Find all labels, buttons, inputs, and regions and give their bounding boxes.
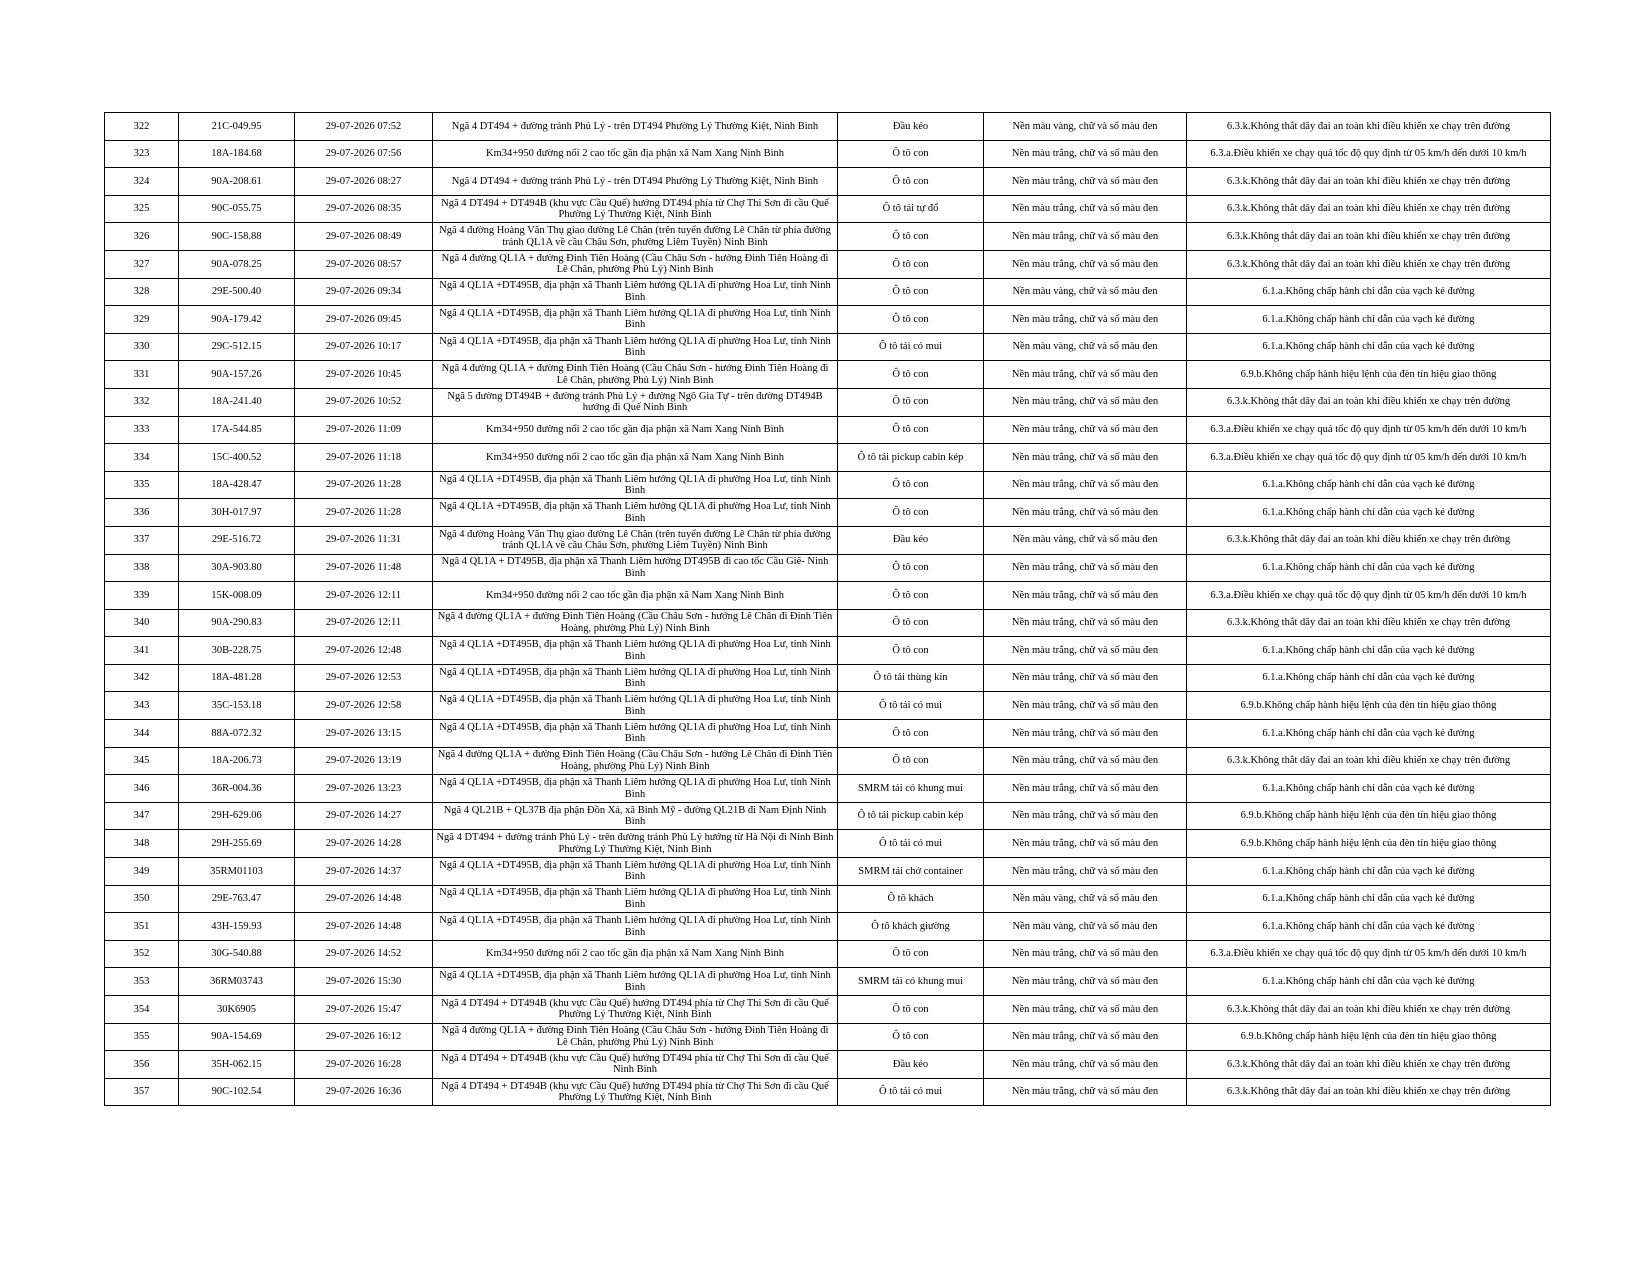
- location-cell: Ngã 4 QL21B + QL37B địa phận Đồn Xá, xã Bình Mỹ - đường QL21B đi Nam Định Ninh Bình: [433, 802, 838, 830]
- vehicle-type-cell: SMRM tải chở container: [838, 858, 984, 886]
- location-cell: Km34+950 đường nối 2 cao tốc gần địa phận xã Nam Xang Ninh Bình: [433, 940, 838, 968]
- location-cell: Ngã 4 DT494 + DT494B (khu vực Cầu Quế) hướng DT494 phía từ Chợ Thi Sơn đi cầu Quế Phường Lý Thường Kiệt, Ninh Bình: [433, 996, 838, 1024]
- row-number-cell: 353: [105, 968, 179, 996]
- license-plate-cell: 29E-516.72: [179, 526, 295, 554]
- table-row: [105, 858, 1551, 886]
- location-cell: Ngã 4 QL1A +DT495B, địa phận xã Thanh Liêm hướng QL1A đi phường Hoa Lư, tỉnh Ninh Bình: [433, 499, 838, 527]
- vehicle-type-cell: Ô tô con: [838, 499, 984, 527]
- table-row: [105, 996, 1551, 1024]
- location-cell: Ngã 4 đường Hoàng Văn Thụ giao đường Lê Chân (trên tuyến đường Lê Chân từ phía đường tránh QL1A về cầu Châu Sơn, phường Liêm Tuyền) Ninh Bình: [433, 526, 838, 554]
- violation-cell: 6.9.b.Không chấp hành hiệu lệnh của đèn tín hiệu giao thông: [1187, 830, 1551, 858]
- row-number-cell: 322: [105, 113, 179, 141]
- violation-cell: 6.9.b.Không chấp hành hiệu lệnh của đèn tín hiệu giao thông: [1187, 692, 1551, 720]
- plate-color-cell: Nền màu trắng, chữ và số màu đen: [984, 637, 1187, 665]
- violation-cell: 6.3.k.Không thắt dây đai an toàn khi điều khiển xe chạy trên đường: [1187, 609, 1551, 637]
- plate-color-cell: Nền màu vàng, chữ và số màu đen: [984, 113, 1187, 141]
- plate-color-cell: Nền màu trắng, chữ và số màu đen: [984, 499, 1187, 527]
- plate-color-cell: Nền màu trắng, chữ và số màu đen: [984, 444, 1187, 472]
- plate-color-cell: Nền màu trắng, chữ và số màu đen: [984, 996, 1187, 1024]
- violation-cell: 6.1.a.Không chấp hành chỉ dẫn của vạch kẻ đường: [1187, 554, 1551, 582]
- location-cell: Ngã 5 đường DT494B + đường tránh Phủ Lý + đường Ngô Gia Tự - trên đường DT494B hướng đi Quế Ninh Bình: [433, 388, 838, 416]
- violation-time-cell: 29-07-2026 11:28: [295, 471, 433, 499]
- violation-cell: 6.3.k.Không thắt dây đai an toàn khi điều khiển xe chạy trên đường: [1187, 996, 1551, 1024]
- vehicle-type-cell: Ô tô con: [838, 223, 984, 251]
- table-row: [105, 499, 1551, 527]
- violation-cell: 6.9.b.Không chấp hành hiệu lệnh của đèn tín hiệu giao thông: [1187, 1023, 1551, 1051]
- violation-cell: 6.1.a.Không chấp hành chỉ dẫn của vạch kẻ đường: [1187, 720, 1551, 748]
- vehicle-type-cell: Đầu kéo: [838, 526, 984, 554]
- violation-cell: 6.1.a.Không chấp hành chỉ dẫn của vạch kẻ đường: [1187, 858, 1551, 886]
- row-number-cell: 324: [105, 168, 179, 196]
- violation-time-cell: 29-07-2026 09:34: [295, 278, 433, 306]
- vehicle-type-cell: Ô tô con: [838, 720, 984, 748]
- violation-cell: 6.1.a.Không chấp hành chỉ dẫn của vạch kẻ đường: [1187, 306, 1551, 334]
- license-plate-cell: 90C-158.88: [179, 223, 295, 251]
- license-plate-cell: 90A-078.25: [179, 250, 295, 278]
- vehicle-type-cell: Ô tô con: [838, 416, 984, 444]
- table-row: [105, 361, 1551, 389]
- violation-time-cell: 29-07-2026 14:48: [295, 885, 433, 913]
- location-cell: Ngã 4 DT494 + đường tránh Phủ Lý - trên DT494 Phường Lý Thường Kiệt, Ninh Bình: [433, 168, 838, 196]
- violation-time-cell: 29-07-2026 08:49: [295, 223, 433, 251]
- plate-color-cell: Nền màu vàng, chữ và số màu đen: [984, 526, 1187, 554]
- row-number-cell: 338: [105, 554, 179, 582]
- violation-time-cell: 29-07-2026 11:48: [295, 554, 433, 582]
- vehicle-type-cell: Ô tô con: [838, 250, 984, 278]
- vehicle-type-cell: Đầu kéo: [838, 113, 984, 141]
- location-cell: Ngã 4 QL1A + DT495B, địa phận xã Thanh Liêm hướng DT495B đi cao tốc Cầu Giẽ- Ninh Bình: [433, 554, 838, 582]
- license-plate-cell: 36R-004.36: [179, 775, 295, 803]
- license-plate-cell: 90A-154.69: [179, 1023, 295, 1051]
- plate-color-cell: Nền màu trắng, chữ và số màu đen: [984, 388, 1187, 416]
- location-cell: Ngã 4 DT494 + đường tránh Phủ Lý - trên đường tránh Phủ Lý hướng từ Hà Nội đi Ninh Bình Phường Lý Thường Kiệt, Ninh Bình: [433, 830, 838, 858]
- vehicle-type-cell: Ô tô tải có mui: [838, 333, 984, 361]
- violation-time-cell: 29-07-2026 11:09: [295, 416, 433, 444]
- vehicle-type-cell: Ô tô tải có mui: [838, 1078, 984, 1106]
- location-cell: Ngã 4 đường QL1A + đường Đinh Tiên Hoàng (Cầu Châu Sơn - hướng Đinh Tiên Hoàng đi Lê Chân, phường Phủ Lý) Ninh Bình: [433, 250, 838, 278]
- location-cell: Ngã 4 QL1A +DT495B, địa phận xã Thanh Liêm hướng QL1A đi phường Hoa Lư, tỉnh Ninh Bình: [433, 913, 838, 941]
- violation-cell: 6.3.a.Điều khiển xe chạy quá tốc độ quy định từ 05 km/h đến dưới 10 km/h: [1187, 444, 1551, 472]
- table-row: [105, 830, 1551, 858]
- plate-color-cell: Nền màu trắng, chữ và số màu đen: [984, 306, 1187, 334]
- plate-color-cell: Nền màu trắng, chữ và số màu đen: [984, 361, 1187, 389]
- vehicle-type-cell: Ô tô con: [838, 388, 984, 416]
- row-number-cell: 323: [105, 140, 179, 168]
- license-plate-cell: 90A-208.61: [179, 168, 295, 196]
- row-number-cell: 328: [105, 278, 179, 306]
- row-number-cell: 327: [105, 250, 179, 278]
- vehicle-type-cell: Ô tô khách giường: [838, 913, 984, 941]
- row-number-cell: 342: [105, 664, 179, 692]
- vehicle-type-cell: Ô tô khách: [838, 885, 984, 913]
- table-row: [105, 775, 1551, 803]
- license-plate-cell: 88A-072.32: [179, 720, 295, 748]
- violation-cell: 6.1.a.Không chấp hành chỉ dẫn của vạch kẻ đường: [1187, 637, 1551, 665]
- plate-color-cell: Nền màu trắng, chữ và số màu đen: [984, 250, 1187, 278]
- vehicle-type-cell: Ô tô con: [838, 940, 984, 968]
- location-cell: Ngã 4 QL1A +DT495B, địa phận xã Thanh Liêm hướng QL1A đi phường Hoa Lư, tỉnh Ninh Bình: [433, 858, 838, 886]
- plate-color-cell: Nền màu trắng, chữ và số màu đen: [984, 223, 1187, 251]
- vehicle-type-cell: Ô tô con: [838, 554, 984, 582]
- location-cell: Ngã 4 DT494 + đường tránh Phủ Lý - trên DT494 Phường Lý Thường Kiệt, Ninh Bình: [433, 113, 838, 141]
- vehicle-type-cell: Ô tô tải có mui: [838, 692, 984, 720]
- table-row: [105, 1078, 1551, 1106]
- violation-time-cell: 29-07-2026 07:52: [295, 113, 433, 141]
- vehicle-type-cell: Ô tô con: [838, 1023, 984, 1051]
- violation-time-cell: 29-07-2026 13:15: [295, 720, 433, 748]
- row-number-cell: 333: [105, 416, 179, 444]
- license-plate-cell: 17A-544.85: [179, 416, 295, 444]
- violation-cell: 6.1.a.Không chấp hành chỉ dẫn của vạch kẻ đường: [1187, 775, 1551, 803]
- violation-cell: 6.1.a.Không chấp hành chỉ dẫn của vạch kẻ đường: [1187, 278, 1551, 306]
- license-plate-cell: 29E-763.47: [179, 885, 295, 913]
- license-plate-cell: 30B-228.75: [179, 637, 295, 665]
- table-row: [105, 278, 1551, 306]
- vehicle-type-cell: Ô tô tải thùng kín: [838, 664, 984, 692]
- violation-time-cell: 29-07-2026 14:48: [295, 913, 433, 941]
- table-row: [105, 637, 1551, 665]
- violation-time-cell: 29-07-2026 12:11: [295, 582, 433, 610]
- table-row: [105, 720, 1551, 748]
- table-row: [105, 609, 1551, 637]
- license-plate-cell: 36RM03743: [179, 968, 295, 996]
- violation-cell: 6.1.a.Không chấp hành chỉ dẫn của vạch kẻ đường: [1187, 471, 1551, 499]
- vehicle-type-cell: Ô tô con: [838, 140, 984, 168]
- location-cell: Ngã 4 QL1A +DT495B, địa phận xã Thanh Liêm hướng QL1A đi phường Hoa Lư, tỉnh Ninh Bình: [433, 637, 838, 665]
- location-cell: Ngã 4 đường QL1A + đường Đinh Tiên Hoàng (Cầu Châu Sơn - hướng Lê Chân đi Đinh Tiên Hoàng, phường Phủ Lý) Ninh Bình: [433, 747, 838, 775]
- violation-time-cell: 29-07-2026 13:23: [295, 775, 433, 803]
- violation-cell: 6.3.k.Không thắt dây đai an toàn khi điều khiển xe chạy trên đường: [1187, 223, 1551, 251]
- violation-time-cell: 29-07-2026 16:12: [295, 1023, 433, 1051]
- violation-time-cell: 29-07-2026 10:52: [295, 388, 433, 416]
- document-page: [104, 112, 1550, 1106]
- location-cell: Ngã 4 QL1A +DT495B, địa phận xã Thanh Liêm hướng QL1A đi phường Hoa Lư, tỉnh Ninh Bình: [433, 968, 838, 996]
- license-plate-cell: 18A-428.47: [179, 471, 295, 499]
- violation-cell: 6.9.b.Không chấp hành hiệu lệnh của đèn tín hiệu giao thông: [1187, 361, 1551, 389]
- license-plate-cell: 29C-512.15: [179, 333, 295, 361]
- license-plate-cell: 90C-055.75: [179, 195, 295, 223]
- violation-cell: 6.3.k.Không thắt dây đai an toàn khi điều khiển xe chạy trên đường: [1187, 526, 1551, 554]
- plate-color-cell: Nền màu trắng, chữ và số màu đen: [984, 416, 1187, 444]
- table-row: [105, 747, 1551, 775]
- plate-color-cell: Nền màu trắng, chữ và số màu đen: [984, 554, 1187, 582]
- table-row: [105, 250, 1551, 278]
- row-number-cell: 325: [105, 195, 179, 223]
- plate-color-cell: Nền màu trắng, chữ và số màu đen: [984, 582, 1187, 610]
- violation-cell: 6.3.k.Không thắt dây đai an toàn khi điều khiển xe chạy trên đường: [1187, 113, 1551, 141]
- vehicle-type-cell: Ô tô con: [838, 278, 984, 306]
- row-number-cell: 356: [105, 1051, 179, 1079]
- vehicle-type-cell: Ô tô con: [838, 996, 984, 1024]
- row-number-cell: 344: [105, 720, 179, 748]
- location-cell: Ngã 4 QL1A +DT495B, địa phận xã Thanh Liêm hướng QL1A đi phường Hoa Lư, tỉnh Ninh Bình: [433, 692, 838, 720]
- license-plate-cell: 35H-062.15: [179, 1051, 295, 1079]
- table-row: [105, 885, 1551, 913]
- violation-time-cell: 29-07-2026 08:57: [295, 250, 433, 278]
- row-number-cell: 346: [105, 775, 179, 803]
- row-number-cell: 348: [105, 830, 179, 858]
- row-number-cell: 349: [105, 858, 179, 886]
- license-plate-cell: 15K-008.09: [179, 582, 295, 610]
- violation-time-cell: 29-07-2026 14:52: [295, 940, 433, 968]
- violation-time-cell: 29-07-2026 16:36: [295, 1078, 433, 1106]
- vehicle-type-cell: Ô tô con: [838, 168, 984, 196]
- plate-color-cell: Nền màu trắng, chữ và số màu đen: [984, 1051, 1187, 1079]
- table-row: [105, 664, 1551, 692]
- vehicle-type-cell: Ô tô tải có mui: [838, 830, 984, 858]
- vehicle-type-cell: Ô tô con: [838, 609, 984, 637]
- violation-cell: 6.3.k.Không thắt dây đai an toàn khi điều khiển xe chạy trên đường: [1187, 388, 1551, 416]
- table-row: [105, 195, 1551, 223]
- violations-table: [104, 112, 1551, 1106]
- violation-cell: 6.3.k.Không thắt dây đai an toàn khi điều khiển xe chạy trên đường: [1187, 250, 1551, 278]
- table-row: [105, 333, 1551, 361]
- plate-color-cell: Nền màu trắng, chữ và số màu đen: [984, 830, 1187, 858]
- table-row: [105, 692, 1551, 720]
- row-number-cell: 326: [105, 223, 179, 251]
- location-cell: Ngã 4 QL1A +DT495B, địa phận xã Thanh Liêm hướng QL1A đi phường Hoa Lư, tỉnh Ninh Bình: [433, 471, 838, 499]
- violation-time-cell: 29-07-2026 15:47: [295, 996, 433, 1024]
- license-plate-cell: 29H-629.06: [179, 802, 295, 830]
- license-plate-cell: 35C-153.18: [179, 692, 295, 720]
- vehicle-type-cell: Ô tô con: [838, 637, 984, 665]
- location-cell: Km34+950 đường nối 2 cao tốc gần địa phận xã Nam Xang Ninh Bình: [433, 140, 838, 168]
- plate-color-cell: Nền màu vàng, chữ và số màu đen: [984, 278, 1187, 306]
- row-number-cell: 357: [105, 1078, 179, 1106]
- location-cell: Km34+950 đường nối 2 cao tốc gần địa phận xã Nam Xang Ninh Bình: [433, 444, 838, 472]
- license-plate-cell: 43H-159.93: [179, 913, 295, 941]
- table-row: [105, 526, 1551, 554]
- violation-time-cell: 29-07-2026 08:35: [295, 195, 433, 223]
- violation-time-cell: 29-07-2026 11:31: [295, 526, 433, 554]
- vehicle-type-cell: SMRM tải có khung mui: [838, 968, 984, 996]
- row-number-cell: 352: [105, 940, 179, 968]
- row-number-cell: 347: [105, 802, 179, 830]
- vehicle-type-cell: Ô tô con: [838, 361, 984, 389]
- plate-color-cell: Nền màu trắng, chữ và số màu đen: [984, 471, 1187, 499]
- violation-cell: 6.3.a.Điều khiển xe chạy quá tốc độ quy định từ 05 km/h đến dưới 10 km/h: [1187, 582, 1551, 610]
- table-row: [105, 223, 1551, 251]
- plate-color-cell: Nền màu trắng, chữ và số màu đen: [984, 1078, 1187, 1106]
- violation-cell: 6.1.a.Không chấp hành chỉ dẫn của vạch kẻ đường: [1187, 499, 1551, 527]
- violation-time-cell: 29-07-2026 11:28: [295, 499, 433, 527]
- violation-cell: 6.3.a.Điều khiển xe chạy quá tốc độ quy định từ 05 km/h đến dưới 10 km/h: [1187, 940, 1551, 968]
- license-plate-cell: 30A-903.80: [179, 554, 295, 582]
- location-cell: Ngã 4 QL1A +DT495B, địa phận xã Thanh Liêm hướng QL1A đi phường Hoa Lư, tỉnh Ninh Bình: [433, 775, 838, 803]
- violation-time-cell: 29-07-2026 11:18: [295, 444, 433, 472]
- table-row: [105, 306, 1551, 334]
- plate-color-cell: Nền màu trắng, chữ và số màu đen: [984, 747, 1187, 775]
- row-number-cell: 336: [105, 499, 179, 527]
- license-plate-cell: 90A-290.83: [179, 609, 295, 637]
- plate-color-cell: Nền màu trắng, chữ và số màu đen: [984, 1023, 1187, 1051]
- table-row: [105, 444, 1551, 472]
- violation-cell: 6.9.b.Không chấp hành hiệu lệnh của đèn tín hiệu giao thông: [1187, 802, 1551, 830]
- row-number-cell: 335: [105, 471, 179, 499]
- location-cell: Ngã 4 QL1A +DT495B, địa phận xã Thanh Liêm hướng QL1A đi phường Hoa Lư, tỉnh Ninh Bình: [433, 278, 838, 306]
- location-cell: Ngã 4 QL1A +DT495B, địa phận xã Thanh Liêm hướng QL1A đi phường Hoa Lư, tỉnh Ninh Bình: [433, 306, 838, 334]
- row-number-cell: 354: [105, 996, 179, 1024]
- violation-cell: 6.3.a.Điều khiển xe chạy quá tốc độ quy định từ 05 km/h đến dưới 10 km/h: [1187, 416, 1551, 444]
- violation-cell: 6.3.k.Không thắt dây đai an toàn khi điều khiển xe chạy trên đường: [1187, 747, 1551, 775]
- plate-color-cell: Nền màu trắng, chữ và số màu đen: [984, 609, 1187, 637]
- vehicle-type-cell: Ô tô con: [838, 306, 984, 334]
- violation-time-cell: 29-07-2026 15:30: [295, 968, 433, 996]
- location-cell: Ngã 4 đường QL1A + đường Đinh Tiên Hoàng (Cầu Châu Sơn - hướng Đinh Tiên Hoàng đi Lê Chân, phường Phủ Lý) Ninh Bình: [433, 1023, 838, 1051]
- location-cell: Ngã 4 đường Hoàng Văn Thụ giao đường Lê Chân (trên tuyến đường Lê Chân từ phía đường tránh QL1A về cầu Châu Sơn, phường Liêm Tuyền) Ninh Bình: [433, 223, 838, 251]
- table-row: [105, 968, 1551, 996]
- violation-time-cell: 29-07-2026 10:45: [295, 361, 433, 389]
- violation-time-cell: 29-07-2026 14:28: [295, 830, 433, 858]
- row-number-cell: 340: [105, 609, 179, 637]
- violation-cell: 6.1.a.Không chấp hành chỉ dẫn của vạch kẻ đường: [1187, 913, 1551, 941]
- plate-color-cell: Nền màu trắng, chữ và số màu đen: [984, 720, 1187, 748]
- row-number-cell: 343: [105, 692, 179, 720]
- row-number-cell: 351: [105, 913, 179, 941]
- table-body: [105, 113, 1551, 1106]
- vehicle-type-cell: Ô tô con: [838, 471, 984, 499]
- row-number-cell: 329: [105, 306, 179, 334]
- violation-cell: 6.3.k.Không thắt dây đai an toàn khi điều khiển xe chạy trên đường: [1187, 1078, 1551, 1106]
- location-cell: Km34+950 đường nối 2 cao tốc gần địa phận xã Nam Xang Ninh Bình: [433, 582, 838, 610]
- table-row: [105, 388, 1551, 416]
- violation-cell: 6.3.k.Không thắt dây đai an toàn khi điều khiển xe chạy trên đường: [1187, 1051, 1551, 1079]
- license-plate-cell: 35RM01103: [179, 858, 295, 886]
- vehicle-type-cell: Ô tô tải pickup cabin kép: [838, 802, 984, 830]
- vehicle-type-cell: Ô tô con: [838, 747, 984, 775]
- violation-cell: 6.1.a.Không chấp hành chỉ dẫn của vạch kẻ đường: [1187, 968, 1551, 996]
- row-number-cell: 332: [105, 388, 179, 416]
- table-row: [105, 554, 1551, 582]
- violation-time-cell: 29-07-2026 08:27: [295, 168, 433, 196]
- license-plate-cell: 18A-206.73: [179, 747, 295, 775]
- plate-color-cell: Nền màu trắng, chữ và số màu đen: [984, 692, 1187, 720]
- location-cell: Ngã 4 DT494 + DT494B (khu vực Cầu Quế) hướng DT494 phía từ Chợ Thi Sơn đi cầu Quế Ninh Bình: [433, 1051, 838, 1079]
- license-plate-cell: 90C-102.54: [179, 1078, 295, 1106]
- table-row: [105, 471, 1551, 499]
- plate-color-cell: Nền màu trắng, chữ và số màu đen: [984, 140, 1187, 168]
- table-row: [105, 802, 1551, 830]
- violation-cell: 6.1.a.Không chấp hành chỉ dẫn của vạch kẻ đường: [1187, 885, 1551, 913]
- violation-time-cell: 29-07-2026 12:58: [295, 692, 433, 720]
- license-plate-cell: 15C-400.52: [179, 444, 295, 472]
- violation-cell: 6.3.a.Điều khiển xe chạy quá tốc độ quy định từ 05 km/h đến dưới 10 km/h: [1187, 140, 1551, 168]
- plate-color-cell: Nền màu vàng, chữ và số màu đen: [984, 333, 1187, 361]
- plate-color-cell: Nền màu trắng, chữ và số màu đen: [984, 775, 1187, 803]
- location-cell: Ngã 4 DT494 + DT494B (khu vực Cầu Quế) hướng DT494 phía từ Chợ Thi Sơn đi cầu Quế Phường Lý Thường Kiệt, Ninh Bình: [433, 1078, 838, 1106]
- table-row: [105, 113, 1551, 141]
- vehicle-type-cell: Ô tô tải tự đổ: [838, 195, 984, 223]
- location-cell: Ngã 4 đường QL1A + đường Đinh Tiên Hoàng (Cầu Châu Sơn - hướng Lê Chân đi Đinh Tiên Hoàng, phường Phủ Lý) Ninh Bình: [433, 609, 838, 637]
- violation-time-cell: 29-07-2026 13:19: [295, 747, 433, 775]
- plate-color-cell: Nền màu vàng, chữ và số màu đen: [984, 885, 1187, 913]
- plate-color-cell: Nền màu trắng, chữ và số màu đen: [984, 168, 1187, 196]
- license-plate-cell: 30H-017.97: [179, 499, 295, 527]
- violation-time-cell: 29-07-2026 16:28: [295, 1051, 433, 1079]
- vehicle-type-cell: SMRM tải có khung mui: [838, 775, 984, 803]
- violation-time-cell: 29-07-2026 14:37: [295, 858, 433, 886]
- location-cell: Ngã 4 DT494 + DT494B (khu vực Cầu Quế) hướng DT494 phía từ Chợ Thi Sơn đi cầu Quế Phường Lý Thường Kiệt, Ninh Bình: [433, 195, 838, 223]
- table-row: [105, 1023, 1551, 1051]
- license-plate-cell: 18A-184.68: [179, 140, 295, 168]
- violation-time-cell: 29-07-2026 09:45: [295, 306, 433, 334]
- violation-time-cell: 29-07-2026 12:48: [295, 637, 433, 665]
- license-plate-cell: 18A-481.28: [179, 664, 295, 692]
- license-plate-cell: 90A-179.42: [179, 306, 295, 334]
- table-row: [105, 140, 1551, 168]
- vehicle-type-cell: Ô tô tải pickup cabin kép: [838, 444, 984, 472]
- license-plate-cell: 90A-157.26: [179, 361, 295, 389]
- table-row: [105, 940, 1551, 968]
- location-cell: Ngã 4 QL1A +DT495B, địa phận xã Thanh Liêm hướng QL1A đi phường Hoa Lư, tỉnh Ninh Bình: [433, 720, 838, 748]
- row-number-cell: 331: [105, 361, 179, 389]
- row-number-cell: 330: [105, 333, 179, 361]
- table-row: [105, 913, 1551, 941]
- location-cell: Ngã 4 QL1A +DT495B, địa phận xã Thanh Liêm hướng QL1A đi phường Hoa Lư, tỉnh Ninh Bình: [433, 664, 838, 692]
- violation-time-cell: 29-07-2026 07:56: [295, 140, 433, 168]
- violation-cell: 6.3.k.Không thắt dây đai an toàn khi điều khiển xe chạy trên đường: [1187, 195, 1551, 223]
- plate-color-cell: Nền màu trắng, chữ và số màu đen: [984, 802, 1187, 830]
- license-plate-cell: 21C-049.95: [179, 113, 295, 141]
- violation-cell: 6.1.a.Không chấp hành chỉ dẫn của vạch kẻ đường: [1187, 333, 1551, 361]
- location-cell: Ngã 4 QL1A +DT495B, địa phận xã Thanh Liêm hướng QL1A đi phường Hoa Lư, tỉnh Ninh Bình: [433, 885, 838, 913]
- location-cell: Km34+950 đường nối 2 cao tốc gần địa phận xã Nam Xang Ninh Bình: [433, 416, 838, 444]
- row-number-cell: 350: [105, 885, 179, 913]
- license-plate-cell: 18A-241.40: [179, 388, 295, 416]
- table-row: [105, 1051, 1551, 1079]
- row-number-cell: 345: [105, 747, 179, 775]
- license-plate-cell: 29H-255.69: [179, 830, 295, 858]
- license-plate-cell: 30K6905: [179, 996, 295, 1024]
- location-cell: Ngã 4 QL1A +DT495B, địa phận xã Thanh Liêm hướng QL1A đi phường Hoa Lư, tỉnh Ninh Bình: [433, 333, 838, 361]
- plate-color-cell: Nền màu trắng, chữ và số màu đen: [984, 968, 1187, 996]
- row-number-cell: 355: [105, 1023, 179, 1051]
- table-row: [105, 582, 1551, 610]
- violation-time-cell: 29-07-2026 12:53: [295, 664, 433, 692]
- violation-time-cell: 29-07-2026 14:27: [295, 802, 433, 830]
- violation-cell: 6.3.k.Không thắt dây đai an toàn khi điều khiển xe chạy trên đường: [1187, 168, 1551, 196]
- violation-time-cell: 29-07-2026 10:17: [295, 333, 433, 361]
- vehicle-type-cell: Đầu kéo: [838, 1051, 984, 1079]
- license-plate-cell: 30G-540.88: [179, 940, 295, 968]
- row-number-cell: 334: [105, 444, 179, 472]
- row-number-cell: 337: [105, 526, 179, 554]
- plate-color-cell: Nền màu trắng, chữ và số màu đen: [984, 664, 1187, 692]
- plate-color-cell: Nền màu trắng, chữ và số màu đen: [984, 195, 1187, 223]
- location-cell: Ngã 4 đường QL1A + đường Đinh Tiên Hoàng (Cầu Châu Sơn - hướng Đinh Tiên Hoàng đi Lê Chân, phường Phủ Lý) Ninh Bình: [433, 361, 838, 389]
- row-number-cell: 339: [105, 582, 179, 610]
- row-number-cell: 341: [105, 637, 179, 665]
- license-plate-cell: 29E-500.40: [179, 278, 295, 306]
- violation-time-cell: 29-07-2026 12:11: [295, 609, 433, 637]
- plate-color-cell: Nền màu trắng, chữ và số màu đen: [984, 940, 1187, 968]
- table-row: [105, 416, 1551, 444]
- vehicle-type-cell: Ô tô con: [838, 582, 984, 610]
- plate-color-cell: Nền màu trắng, chữ và số màu đen: [984, 858, 1187, 886]
- plate-color-cell: Nền màu vàng, chữ và số màu đen: [984, 913, 1187, 941]
- violation-cell: 6.1.a.Không chấp hành chỉ dẫn của vạch kẻ đường: [1187, 664, 1551, 692]
- table-row: [105, 168, 1551, 196]
